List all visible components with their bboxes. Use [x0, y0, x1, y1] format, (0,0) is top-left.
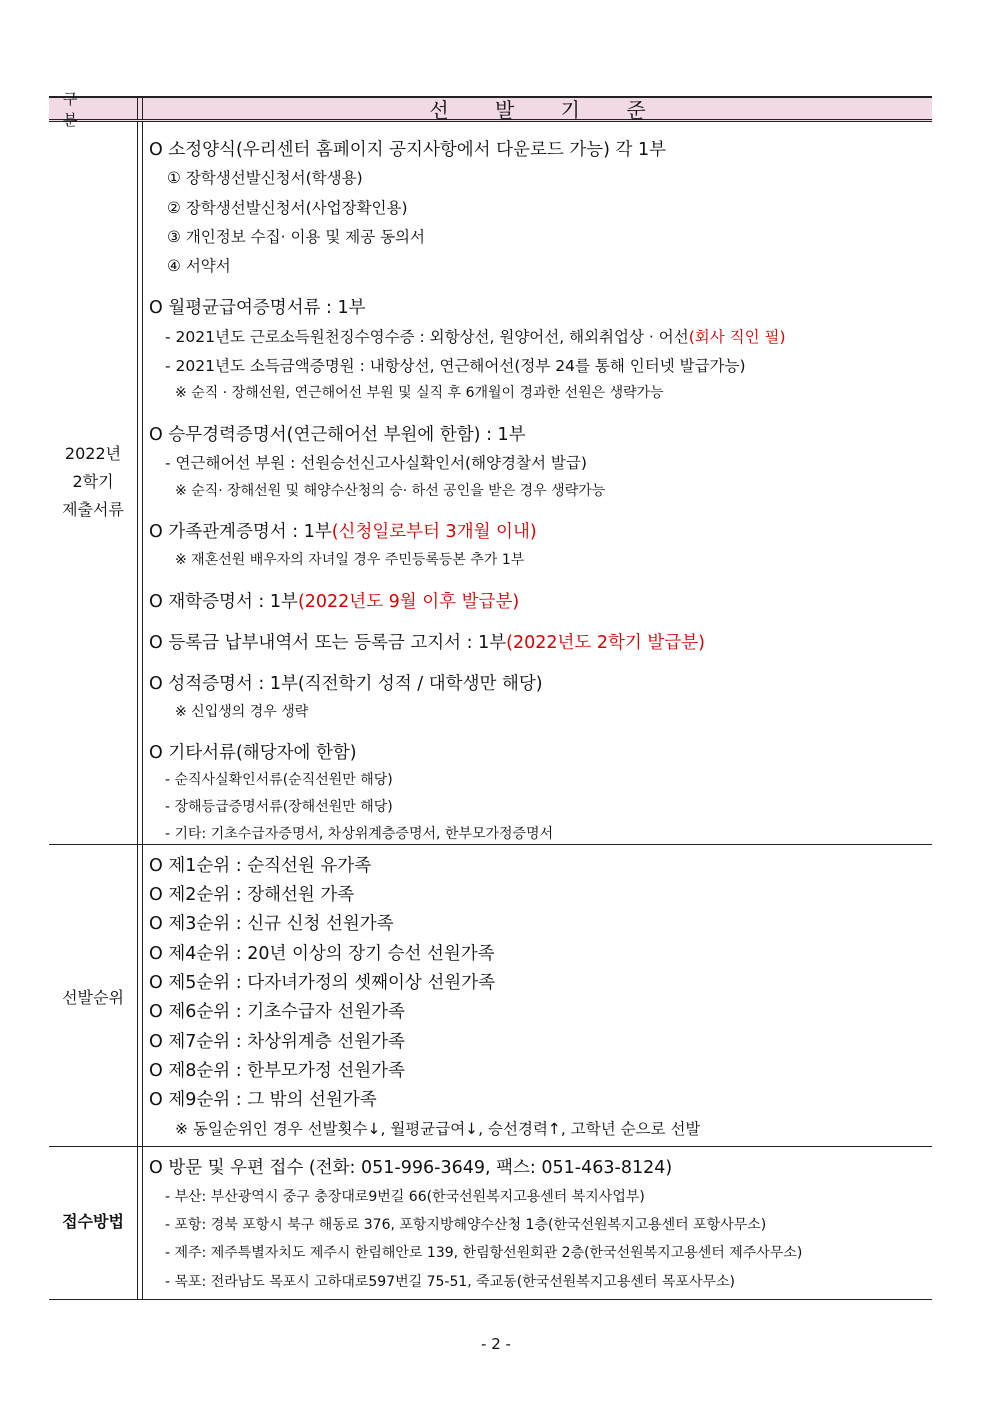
- priority-label: 선발순위: [62, 988, 124, 1007]
- g5-title-red: (2022년도 9월 이후 발급분): [297, 592, 520, 612]
- g2-line1-text: - 2021년도 근로소득원천징수영수증 : 외항상선, 원양어선, 해외취업상 · 어선: [165, 328, 689, 346]
- g6-title-red: (2022년도 2학기 발급분): [506, 633, 705, 653]
- g8-item: - 기타: 기초수급자증명서, 차상위계층증명서, 한부모가정증명서: [165, 826, 554, 842]
- g2-title: O 월평균급여증명서류 : 1부: [149, 298, 366, 318]
- priority-item: O 제8순위 : 한부모가정 선원가족: [149, 1061, 405, 1081]
- g2-line2: - 2021년도 소득금액증명원 : 내항상선, 연근해어선(정부 24를 통해 인터넷 발급가능): [165, 357, 746, 375]
- g4-note: ※ 재혼선원 배우자의 자녀일 경우 주민등록등본 추가 1부: [175, 552, 525, 568]
- row-divider-1: [49, 844, 932, 845]
- docs-label-line1: 2022년: [64, 444, 122, 463]
- g2-note: ※ 순직 · 장해선원, 연근해어선 부원 및 실직 후 6개월이 경과한 선원은 생략가능: [175, 385, 664, 401]
- priority-item: O 제5순위 : 다자녀가정의 셋째이상 선원가족: [149, 973, 496, 993]
- g8-title: O 기타서류(해당자에 한함): [149, 743, 357, 763]
- g1-item: ① 장학생선발신청서(학생용): [167, 169, 363, 187]
- g3-line1: - 연근해어선 부원 : 선원승선신고사실확인서(해양경찰서 발급): [165, 454, 587, 472]
- g6-title: [149, 629, 705, 654]
- priority-item: O 제9순위 : 그 밖의 선원가족: [149, 1090, 377, 1110]
- selection-criteria-table: [49, 89, 932, 1300]
- g2-line1: [165, 325, 786, 347]
- g1-item: ② 장학생선발신청서(사업장확인용): [167, 199, 408, 217]
- g5-title-text: O 재학증명서 : 1부: [149, 592, 298, 612]
- priority-item: O 제3순위 : 신규 신청 선원가족: [149, 914, 394, 934]
- table-bottom-border: [49, 1299, 932, 1300]
- g2-line1-red: (회사 직인 필): [688, 328, 786, 346]
- g4-title-red: (신청일로부터 3개월 이내): [331, 522, 537, 542]
- column-divider: [137, 122, 143, 1300]
- header-criteria: 선 발 기 준: [429, 98, 666, 122]
- receipt-title: O 방문 및 우편 접수 (전화: 051-996-3649, 팩스: 051-463-8124): [149, 1158, 673, 1178]
- priority-item: O 제2순위 : 장해선원 가족: [149, 885, 355, 905]
- g1-item: ③ 개인정보 수집· 이용 및 제공 동의서: [167, 228, 426, 246]
- priority-item: O 제7순위 : 차상위계층 선원가족: [149, 1032, 405, 1052]
- receipt-address: - 포항: 경북 포항시 북구 해동로 376, 포항지방해양수산청 1층(한국선원복지고용센터 포항사무소): [165, 1217, 767, 1233]
- table-header: [49, 89, 932, 129]
- receipt-address: - 부산: 부산광역시 중구 충장대로9번길 66(한국선원복지고용센터 복지사업부): [165, 1189, 645, 1205]
- docs-label-line3: 제출서류: [62, 500, 124, 519]
- g8-item: - 장해등급증명서류(장해선원만 해당): [165, 799, 393, 815]
- receipt-address: - 제주: 제주특별자치도 제주시 한림해안로 139, 한림항선원회관 2층(한국선원복지고용센터 제주사무소): [165, 1245, 803, 1261]
- header-category: 구 분: [63, 89, 92, 129]
- row-divider-2: [49, 1146, 932, 1147]
- g7-title: O 성적증명서 : 1부(직전학기 성적 / 대학생만 해당): [149, 674, 543, 694]
- priority-item: O 제6순위 : 기초수급자 선원가족: [149, 1002, 405, 1022]
- g7-note: ※ 신입생의 경우 생략: [175, 704, 309, 720]
- g1-title: O 소정양식(우리센터 홈페이지 공지사항에서 다운로드 가능) 각 1부: [149, 140, 667, 160]
- page-number: - 2 -: [481, 1335, 511, 1353]
- g4-title: [149, 518, 537, 543]
- receipt-label: 접수방법: [62, 1212, 124, 1231]
- docs-label-line2: 2학기: [72, 472, 114, 491]
- g1-item: ④ 서약서: [167, 257, 231, 275]
- g6-title-text: O 등록금 납부내역서 또는 등록금 고지서 : 1부: [149, 633, 507, 653]
- g3-title: O 승무경력증명서(연근해어선 부원에 한함) : 1부: [149, 425, 526, 445]
- priority-item: O 제1순위 : 순직선원 유가족: [149, 856, 372, 876]
- priority-item: O 제4순위 : 20년 이상의 장기 승선 선원가족: [149, 944, 495, 964]
- priority-note: ※ 동일순위인 경우 선발횟수↓, 월평균급여↓, 승선경력↑, 고학년 순으로 선발: [175, 1120, 701, 1138]
- docs-label: [49, 440, 137, 524]
- g4-title-text: O 가족관계증명서 : 1부: [149, 522, 332, 542]
- g5-title: [149, 588, 519, 613]
- g8-item: - 순직사실확인서류(순직선원만 해당): [165, 772, 393, 788]
- receipt-address: - 목포: 전라남도 목포시 고하대로597번길 75-51, 죽교동(한국선원복지고용센터 목포사무소): [165, 1274, 735, 1290]
- g3-note: ※ 순직· 장해선원 및 해양수산청의 승· 하선 공인을 받은 경우 생략가능: [175, 483, 606, 499]
